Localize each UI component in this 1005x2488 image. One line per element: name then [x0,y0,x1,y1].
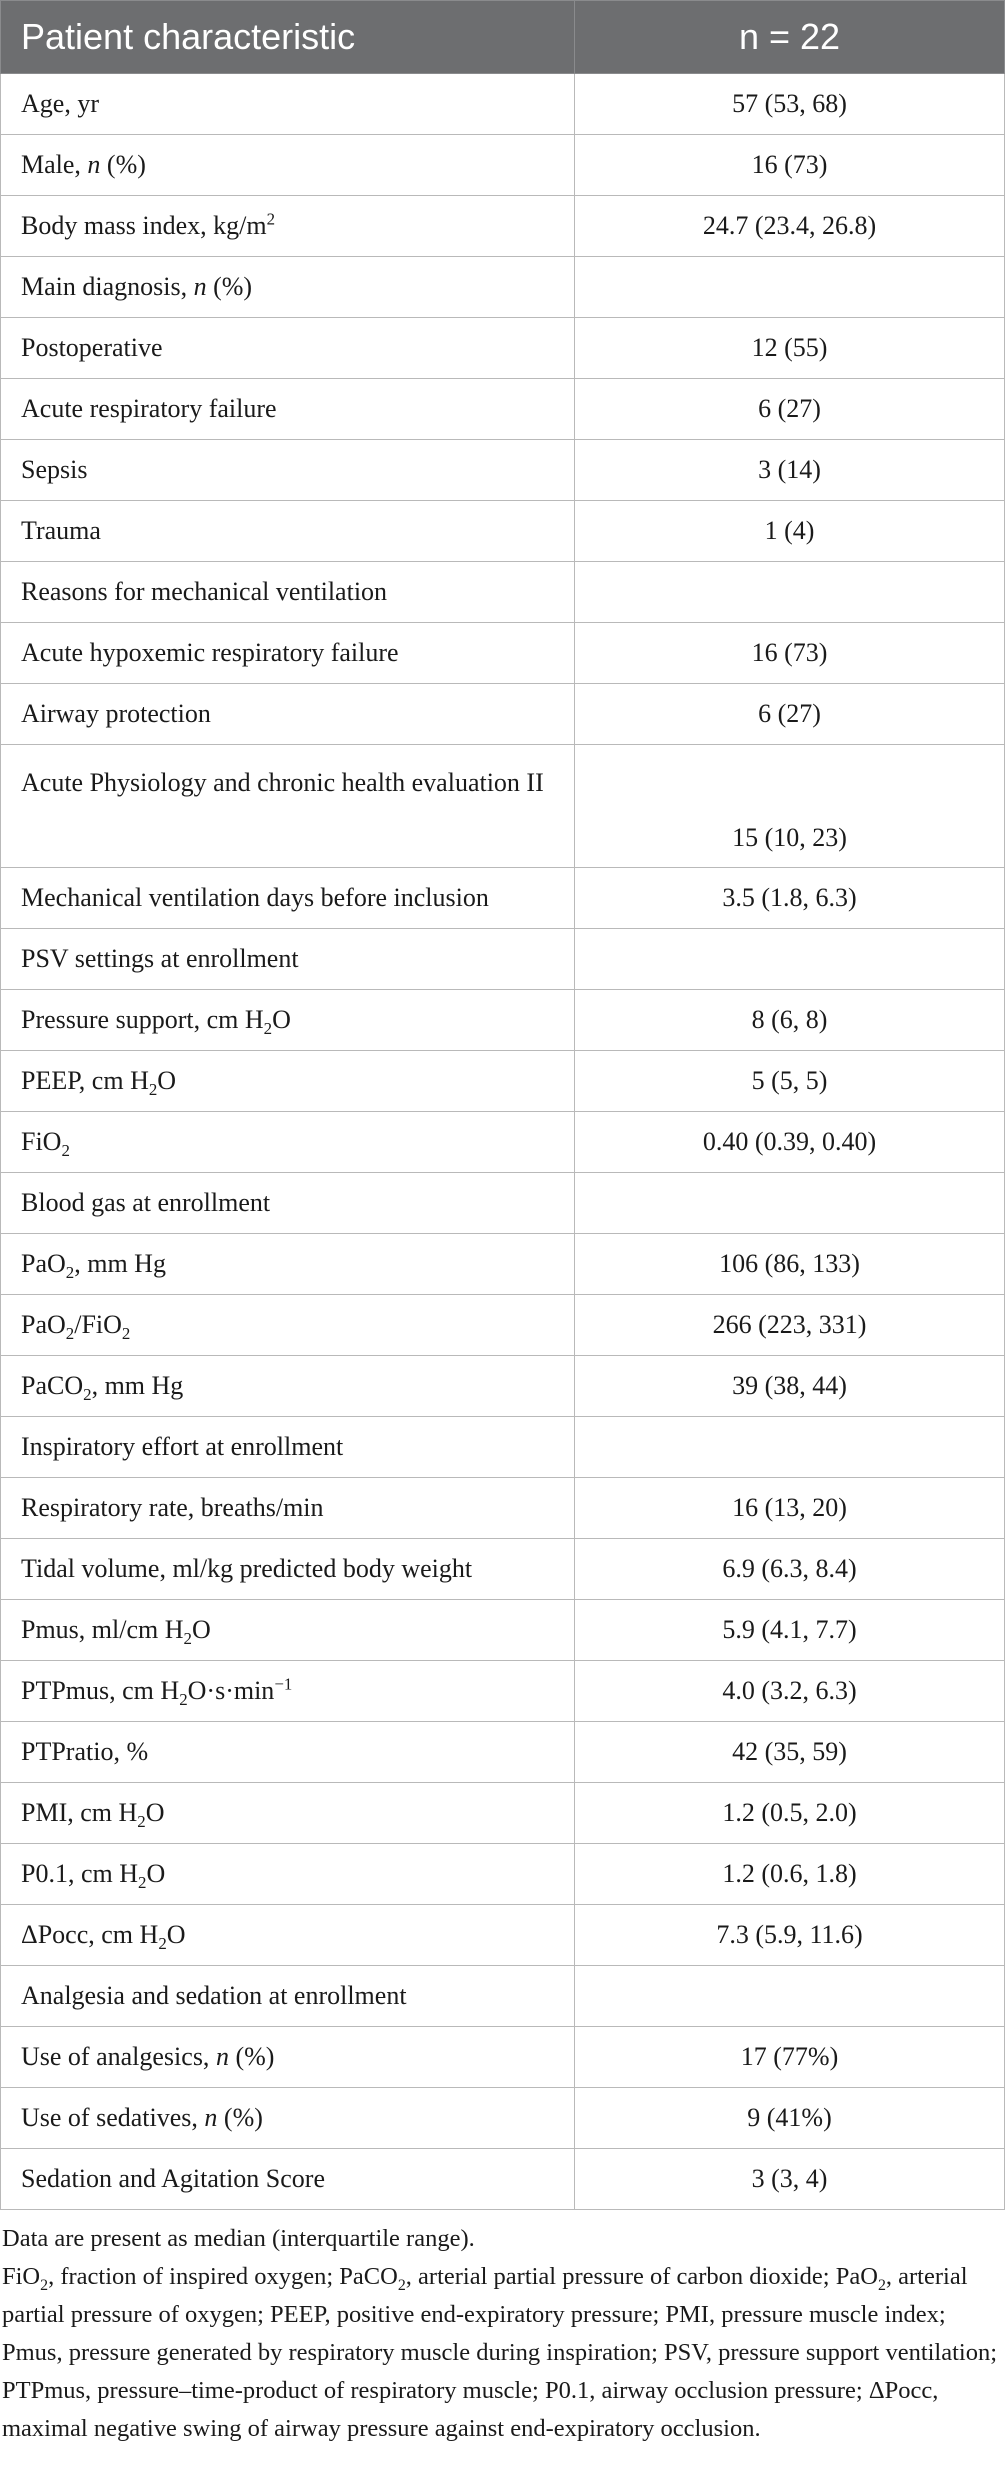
row-value [575,929,1005,990]
row-value [575,562,1005,623]
row-label: Airway protection [1,684,575,745]
table-row [1,1966,1005,2027]
table-row [1,1905,1005,1966]
table-row [1,501,1005,562]
row-label: Acute hypoxemic respiratory failure [1,623,575,684]
table-row [1,1295,1005,1356]
row-value: 57 (53, 68) [575,74,1005,135]
row-value: 1.2 (0.6, 1.8) [575,1844,1005,1905]
row-value: 12 (55) [575,318,1005,379]
row-value: 3 (3, 4) [575,2149,1005,2210]
row-value: 4.0 (3.2, 6.3) [575,1661,1005,1722]
header-n: n = 22 [575,1,1005,74]
row-label: Tidal volume, ml/kg predicted body weight [1,1539,575,1600]
row-label: Postoperative [1,318,575,379]
row-label: ΔPocc, cm $H_2O$ [1,1905,575,1966]
row-label: Acute respiratory failure [1,379,575,440]
row-value: 39 (38, 44) [575,1356,1005,1417]
row-label: Respiratory rate, breaths/min [1,1478,575,1539]
row-value: 42 (35, 59) [575,1722,1005,1783]
row-value [575,1966,1005,2027]
row-value: 24.7 (23.4, 26.8) [575,196,1005,257]
row-value: 0.40 (0.39, 0.40) [575,1112,1005,1173]
row-value [575,1173,1005,1234]
table-row [1,1722,1005,1783]
table-row [1,1173,1005,1234]
row-value: 16 (73) [575,623,1005,684]
row-value: 9 (41%) [575,2088,1005,2149]
row-label: PaCO$_2$, mm Hg [1,1356,575,1417]
row-value: 3.5 (1.8, 6.3) [575,868,1005,929]
table-row [1,990,1005,1051]
table-row [1,2088,1005,2149]
table-row [1,1112,1005,1173]
row-label: Age, yr [1,74,575,135]
row-label: PTPratio, % [1,1722,575,1783]
table-row [1,1844,1005,1905]
row-label: PTPmus, cm $H_2O\cdot s\cdot\min^{-1}$ [1,1661,575,1722]
footnote-abbreviations: FiO$_2$, fraction of inspired oxygen; PaCO$_2$, arterial partial pressure of carbon dioxide; PaO$_2$, arterial partial pressure of oxygen; PEEP, positive end-expiratory pressure; PMI, pressure muscle index; Pmus, pressure generated by respiratory muscle during inspiration; PSV, pressure support ventilation; PTPmus, pressure–time-product of respiratory muscle; P0.1, airway occlusion pressure; ΔPocc, maximal negative swing of airway pressure against end-expiratory occlusion. [2,2263,998,2442]
row-value: 6 (27) [575,684,1005,745]
table-row [1,1600,1005,1661]
table-header-row [1,1,1005,74]
row-label: P0.1, cm $H_2O$ [1,1844,575,1905]
table-row [1,257,1005,318]
table-row [1,2149,1005,2210]
row-value: 106 (86, 133) [575,1234,1005,1295]
table-row [1,929,1005,990]
row-label: Use of analgesics, n (%) [1,2027,575,2088]
row-value [575,1417,1005,1478]
row-value: 6 (27) [575,379,1005,440]
table-row [1,562,1005,623]
table-row [1,1661,1005,1722]
table-row [1,684,1005,745]
table-row [1,318,1005,379]
table-row [1,1417,1005,1478]
row-label: Trauma [1,501,575,562]
table-row [1,1539,1005,1600]
table-row [1,1356,1005,1417]
table-row [1,440,1005,501]
table-row [1,1234,1005,1295]
row-label: PEEP, cm $H_2O$ [1,1051,575,1112]
row-label: Inspiratory effort at enrollment [1,1417,575,1478]
row-label: PSV settings at enrollment [1,929,575,990]
row-label: Pmus, ml/cm $H_2O$ [1,1600,575,1661]
row-label: Main diagnosis, n (%) [1,257,575,318]
row-label: Reasons for mechanical ventilation [1,562,575,623]
row-label: Male, n (%) [1,135,575,196]
row-label: Analgesia and sedation at enrollment [1,1966,575,2027]
row-value: 6.9 (6.3, 8.4) [575,1539,1005,1600]
row-label: Sepsis [1,440,575,501]
table-row [1,623,1005,684]
row-label: Mechanical ventilation days before inclusion [1,868,575,929]
table-body [1,74,1005,2210]
row-value: 3 (14) [575,440,1005,501]
table-row [1,74,1005,135]
row-label: Use of sedatives, n (%) [1,2088,575,2149]
row-value: 16 (13, 20) [575,1478,1005,1539]
row-label: Pressure support, cm $H_2O$ [1,990,575,1051]
row-value [575,257,1005,318]
row-label: PaO$_2$/FiO$_2$ [1,1295,575,1356]
row-value: 5 (5, 5) [575,1051,1005,1112]
table-row [1,1051,1005,1112]
row-value: 1.2 (0.5, 2.0) [575,1783,1005,1844]
row-label: Blood gas at enrollment [1,1173,575,1234]
row-value: 1 (4) [575,501,1005,562]
row-label: FiO$_2$ [1,1112,575,1173]
row-value: 7.3 (5.9, 11.6) [575,1905,1005,1966]
row-label: Acute Physiology and chronic health evaluation II [1,745,575,868]
table-row [1,379,1005,440]
table-row [1,868,1005,929]
row-value: 8 (6, 8) [575,990,1005,1051]
table-row [1,196,1005,257]
row-label: PMI, cm $H_2O$ [1,1783,575,1844]
table-row [1,135,1005,196]
table-row [1,745,1005,868]
row-value: 5.9 (4.1, 7.7) [575,1600,1005,1661]
table-row [1,2027,1005,2088]
row-value: 16 (73) [575,135,1005,196]
table-row [1,1478,1005,1539]
row-value: 17 (77%) [575,2027,1005,2088]
row-label: Body mass index, $kg/m^2$ [1,196,575,257]
row-value: 15 (10, 23) [575,745,1005,868]
header-characteristic: Patient characteristic [1,1,575,74]
row-label: Sedation and Agitation Score [1,2149,575,2210]
footnote-median: Data are present as median (interquartile range). [2,2225,475,2252]
table-footnotes [0,2210,1005,2448]
row-label: PaO$_2$, mm Hg [1,1234,575,1295]
row-value: 266 (223, 331) [575,1295,1005,1356]
table-row [1,1783,1005,1844]
